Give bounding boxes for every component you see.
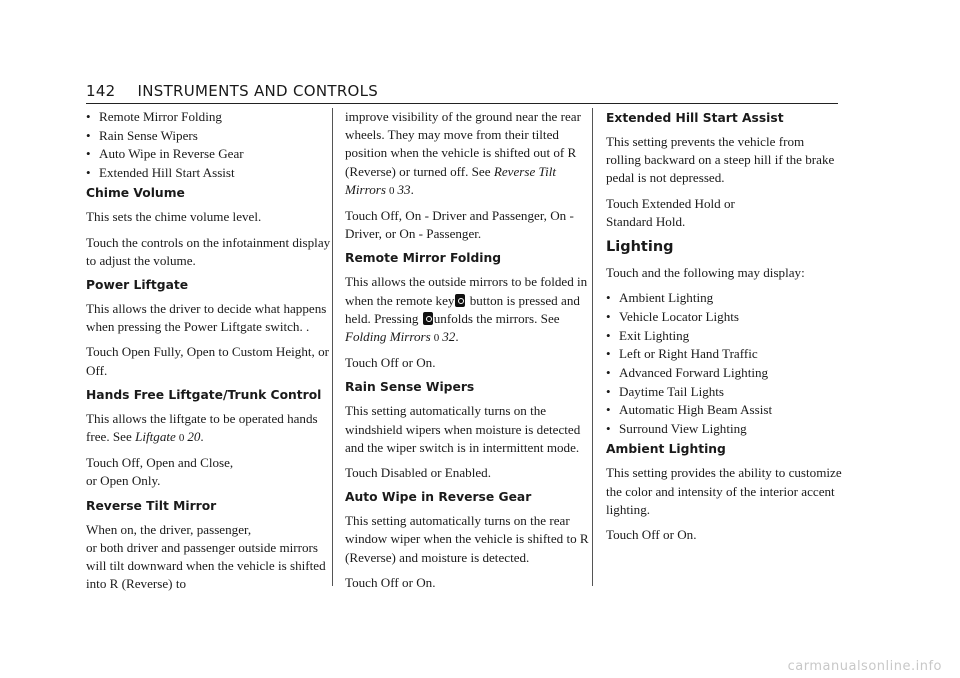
list-item: • Exit Lighting <box>606 327 842 345</box>
page-header <box>86 82 400 100</box>
paragraph: This setting provides the ability to customize the color and intensity of the interior accent lighting. <box>606 465 842 517</box>
section-title: INSTRUMENTS AND CONTROLS <box>137 82 379 100</box>
paragraph-text: improve visibility of the ground near the rear wheels. They may move from their tilted position when the vehicle is shifted out of R (Reverse) or turned off. See <box>345 109 581 179</box>
page-ref-arrow-icon: 0 <box>433 332 440 345</box>
heading-power-liftgate: Power Liftgate <box>86 277 189 292</box>
heading-extended-hill-start: Extended Hill Start Assist <box>606 111 784 125</box>
paragraph: This setting automatically turns on the rear window wiper when the vehicle is shifted to R (Reverse) and moisture is detected. <box>345 513 589 565</box>
line: Touch Off, Open and Close, <box>86 455 234 471</box>
page-ref[interactable]: 20 <box>187 428 201 444</box>
heading-auto-wipe-reverse: Auto Wipe in Reverse Gear <box>345 490 532 505</box>
heading-hands-free-liftgate: Hands Free Liftgate/Trunk Control <box>86 387 322 402</box>
list-item: • Ambient Lighting <box>606 289 842 307</box>
column-2 <box>345 108 593 599</box>
paragraph-text: unfolds the mirrors. See <box>433 310 560 326</box>
list-item: • Extended Hill Start Assist <box>86 164 334 182</box>
paragraph: Touch the controls on the infotainment display to adjust the volume. <box>86 234 331 268</box>
paragraph: Touch Disabled or Enabled. <box>345 465 491 481</box>
list-item: • Advanced Forward Lighting <box>606 364 842 382</box>
list-item: • Rain Sense Wipers <box>86 127 334 145</box>
paragraph: This sets the chime volume level. <box>86 209 262 225</box>
paragraph <box>86 454 334 490</box>
period: . <box>455 329 459 345</box>
folding-mirrors-link[interactable]: Folding Mirrors <box>345 329 431 345</box>
list-item: • Daytime Tail Lights <box>606 383 842 401</box>
watermark: carmanualsonline.info <box>787 659 942 674</box>
heading-reverse-tilt-mirror: Reverse Tilt Mirror <box>86 498 217 513</box>
paragraph <box>86 410 334 447</box>
line: Standard Hold. <box>606 213 686 229</box>
page-number: 142 <box>86 82 116 100</box>
column-3 <box>606 108 842 551</box>
liftgate-link[interactable]: Liftgate <box>135 428 176 444</box>
paragraph: Touch Off or On. <box>345 355 436 371</box>
list-item: • Auto Wipe in Reverse Gear <box>86 145 334 163</box>
list-item: • Automatic High Beam Assist <box>606 401 842 419</box>
line: When on, the driver, passenger, <box>86 521 252 537</box>
page-ref-arrow-icon: 0 <box>389 184 395 197</box>
heading-chime-volume: Chime Volume <box>86 186 185 201</box>
period: . <box>410 181 414 197</box>
paragraph: This allows the driver to decide what happens when pressing the Power Liftgate switch. . <box>86 300 327 335</box>
paragraph-text: This allows the outside mirrors to be folded in when the remote key <box>345 274 588 308</box>
paragraph: Touch Off, On - Driver and Passenger, On - Driver, or On - Passenger. <box>345 208 574 242</box>
paragraph: Touch Off or On. <box>606 526 697 542</box>
remote-key-lock-icon <box>455 294 465 307</box>
header-rule <box>86 103 838 104</box>
line: or Open Only. <box>86 473 161 489</box>
heading-remote-mirror-folding: Remote Mirror Folding <box>345 251 502 266</box>
page-ref[interactable]: 33 <box>397 181 411 197</box>
list-item: • Vehicle Locator Lights <box>606 308 842 326</box>
paragraph <box>606 195 842 231</box>
paragraph: Touch and the following may display: <box>606 265 805 281</box>
remote-key-unlock-icon <box>423 312 433 325</box>
lighting-list <box>606 289 842 438</box>
line: or both driver and passenger outside mirrors will tilt downward when the vehicle is shifted into R (Reverse) to <box>86 539 326 592</box>
paragraph <box>86 521 334 594</box>
paragraph-text: This allows the liftgate to be operated hands free. See <box>86 410 318 444</box>
page-ref-arrow-icon: 0 <box>178 431 185 444</box>
paragraph: Touch Off or On. <box>345 574 436 590</box>
paragraph <box>345 108 593 200</box>
line: Touch Extended Hold or <box>606 195 735 211</box>
paragraph-text: button is pressed and held. Pressing <box>345 292 580 326</box>
list-item: • Left or Right Hand Traffic <box>606 345 842 363</box>
paragraph <box>345 273 593 347</box>
list-item: • Remote Mirror Folding <box>86 108 334 126</box>
reverse-tilt-mirrors-link[interactable]: Reverse Tilt Mirrors <box>345 163 557 197</box>
setting-list-1 <box>86 108 334 182</box>
paragraph: This setting prevents the vehicle from rolling backward on a steep hill if the brake pedal is not depressed. <box>606 134 835 186</box>
paragraph: Touch Open Fully, Open to Custom Height, or Off. <box>86 344 329 378</box>
period: . <box>200 428 204 444</box>
heading-ambient-lighting: Ambient Lighting <box>606 442 726 457</box>
page-ref[interactable]: 32 <box>442 329 456 345</box>
list-item: • Surround View Lighting <box>606 420 842 438</box>
paragraph: This setting automatically turns on the windshield wipers when moisture is detected and the wiper switch is in intermittent mode. <box>345 403 581 455</box>
heading-rain-sense-wipers: Rain Sense Wipers <box>345 380 475 395</box>
column-1 <box>86 108 334 600</box>
heading-lighting: Lighting <box>606 239 674 256</box>
